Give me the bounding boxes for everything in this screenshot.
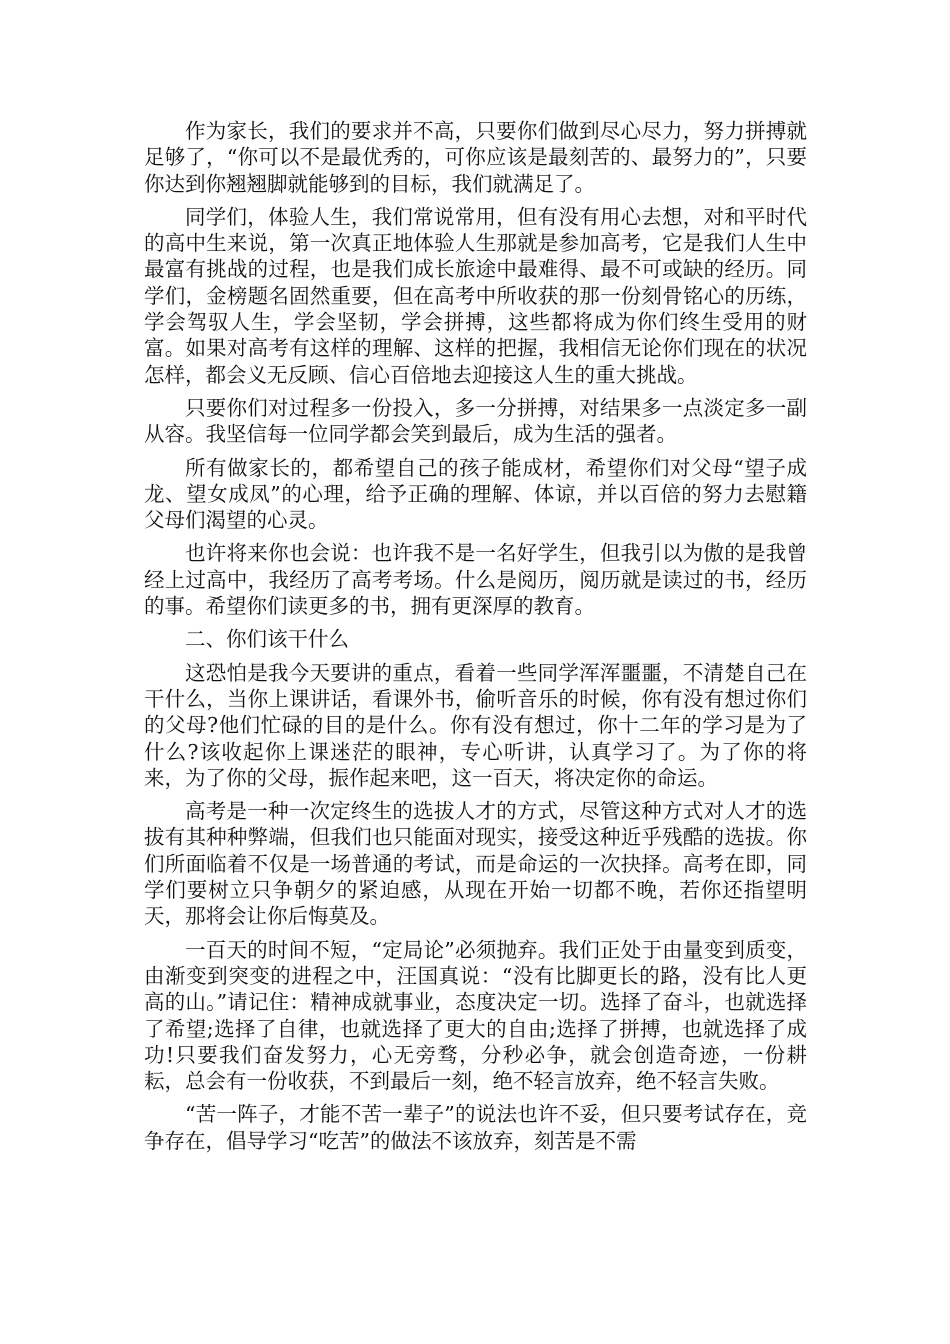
paragraph-9: “苦一阵子，才能不苦一辈子”的说法也许不妥，但只要考试存在，竞争存在，倡导学习“吃苦”的做法不该放弃，刻苦是不需 — [144, 1102, 807, 1153]
paragraph-6: 这恐怕是我今天要讲的重点，看着一些同学浑浑噩噩，不清楚自己在干什么，当你上课讲话，看课外书，偷听音乐的时候，你有没有想过你们的父母?他们忙碌的目的是什么。你有没有想过，你十二年的学习是为了什么?该收起你上课迷茫的眼神，专心听讲，认真学习了。为了你的将来，为了你的父母，振作起来吧，这一百天，将决定你的命运。 — [144, 660, 807, 790]
paragraph-3: 只要你们对过程多一份投入，多一分拼搏，对结果多一点淡定多一副从容。我坚信每一位同学都会笑到最后，成为生活的强者。 — [144, 395, 807, 447]
paragraph-8: 一百天的时间不短，“定局论”必须抛弃。我们正处于由量变到质变，由渐变到突变的进程之中，汪国真说：“没有比脚更长的路，没有比人更高的山。”请记住：精神成就事业，态度决定一切。选择了奋斗，也就选择了希望;选择了自律，也就选择了更大的自由;选择了拼搏，也就选择了成功!只要我们奋发努力，心无旁骛，分秒必争，就会创造奇迹，一份耕耘，总会有一份收获，不到最后一刻，绝不轻言放弃，绝不轻言失败。 — [144, 937, 807, 1094]
paragraph-1: 作为家长，我们的要求并不高，只要你们做到尽心尽力，努力拼搏就足够了，“你可以不是最优秀的，可你应该是最刻苦的、最努力的”，只要你达到你翘翘脚就能够到的目标，我们就满足了。 — [144, 119, 807, 196]
paragraph-5: 也许将来你也会说：也许我不是一名好学生，但我引以为傲的是我曾经上过高中，我经历了高考考场。什么是阅历，阅历就是读过的书，经历的事。希望你们读更多的书，拥有更深厚的教育。 — [144, 541, 807, 619]
paragraph-7: 高考是一种一次定终生的选拔人才的方式，尽管这种方式对人才的选拔有其种种弊端，但我们也只能面对现实，接受这种近乎残酷的选拔。你们所面临着不仅是一场普通的考试，而是命运的一次抉择。高考在即，同学们要树立只争朝夕的紧迫感，从现在开始一切都不晚，若你还指望明天，那将会让你后悔莫及。 — [144, 799, 807, 929]
paragraph-2: 同学们，体验人生，我们常说常用，但有没有用心去想，对和平时代的高中生来说，第一次真正地体验人生那就是参加高考，它是我们人生中最富有挑战的过程，也是我们成长旅途中最难得、最不可或缺的经历。同学们，金榜题名固然重要，但在高考中所收获的那一份刻骨铭心的历练，学会驾驭人生，学会坚韧，学会拼搏，这些都将成为你们终生受用的财富。如果对高考有这样的理解、这样的把握，我相信无论你们现在的状况怎样，都会义无反顾、信心百倍地去迎接这人生的重大挑战。 — [144, 204, 807, 387]
paragraph-4: 所有做家长的，都希望自己的孩子能成材，希望你们对父母“望子成龙、望女成凤”的心理，给予正确的理解、体谅，并以百倍的努力去慰籍父母们渴望的心灵。 — [144, 455, 807, 533]
section-heading: 二、你们该干什么 — [185, 627, 349, 652]
document-body — [144, 118, 807, 1161]
